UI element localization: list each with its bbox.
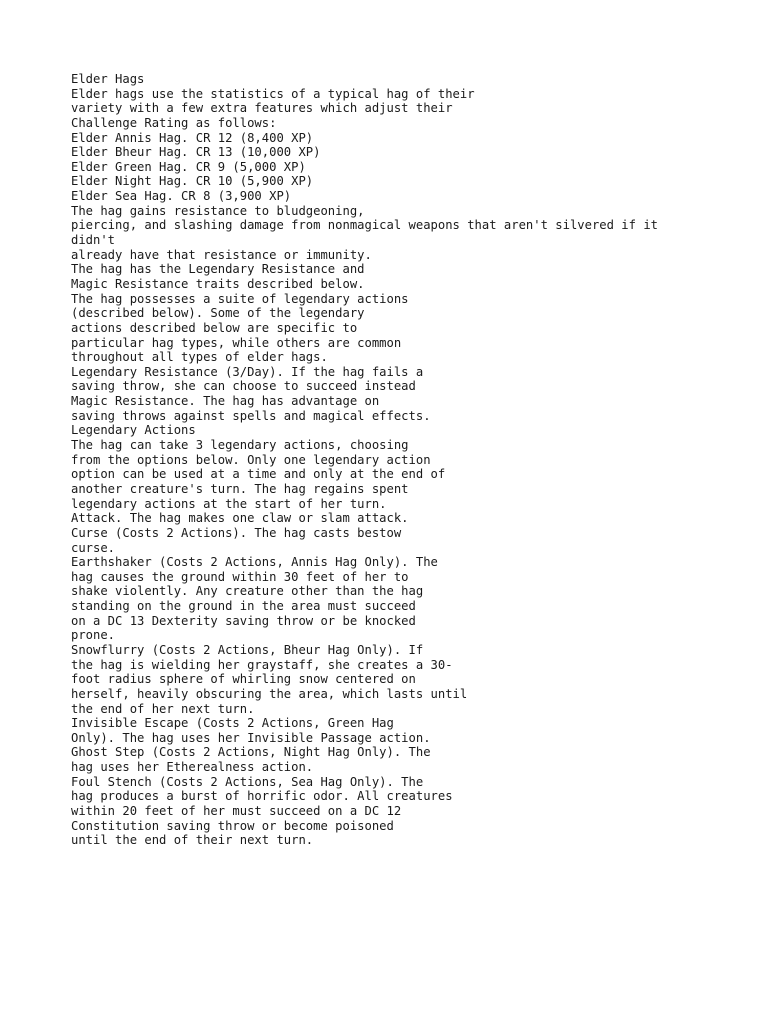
- text-line: throughout all types of elder hags.: [71, 350, 328, 365]
- text-line: option can be used at a time and only at the end of: [71, 467, 446, 482]
- text-line: Elder hags use the statistics of a typical hag of their: [71, 86, 475, 101]
- text-line: Elder Night Hag. CR 10 (5,900 XP): [71, 174, 314, 189]
- text-line: hag causes the ground within 30 feet of her to: [71, 569, 409, 584]
- text-line: Challenge Rating as follows:: [71, 115, 277, 130]
- text-line: Magic Resistance traits described below.: [71, 276, 365, 291]
- text-line: shake violently. Any creature other than the hag: [71, 584, 424, 599]
- text-line: standing on the ground in the area must succeed: [71, 599, 416, 614]
- text-line: from the options below. Only one legendary action: [71, 452, 431, 467]
- text-line: Elder Sea Hag. CR 8 (3,900 XP): [71, 189, 292, 204]
- text-line: piercing, and slashing damage from nonmagical weapons that aren't silvered if it: [71, 218, 658, 233]
- text-line: Elder Bheur Hag. CR 13 (10,000 XP): [71, 145, 321, 160]
- text-line: on a DC 13 Dexterity saving throw or be knocked: [71, 613, 416, 628]
- text-line: legendary actions at the start of her turn.: [71, 496, 387, 511]
- text-line: The hag possesses a suite of legendary actions: [71, 291, 409, 306]
- text-line: didn't: [71, 233, 116, 248]
- text-line: Curse (Costs 2 Actions). The hag casts bestow: [71, 525, 402, 540]
- text-line: curse.: [71, 540, 116, 555]
- text-line: Foul Stench (Costs 2 Actions, Sea Hag Only). The: [71, 774, 424, 789]
- text-line: prone.: [71, 628, 116, 643]
- text-line: the hag is wielding her graystaff, she creates a 30-: [71, 657, 453, 672]
- text-line: hag produces a burst of horrific odor. All creatures: [71, 789, 453, 804]
- text-line: foot radius sphere of whirling snow centered on: [71, 672, 416, 687]
- text-line: particular hag types, while others are common: [71, 335, 402, 350]
- text-line: The hag gains resistance to bludgeoning,: [71, 203, 365, 218]
- text-line: The hag can take 3 legendary actions, choosing: [71, 438, 409, 453]
- document-page: [71, 72, 751, 848]
- text-line: Legendary Resistance (3/Day). If the hag fails a: [71, 364, 424, 379]
- text-line: Constitution saving throw or become poisoned: [71, 818, 394, 833]
- text-line: Attack. The hag makes one claw or slam attack.: [71, 511, 409, 526]
- text-line: until the end of their next turn.: [71, 833, 314, 848]
- text-line: herself, heavily obscuring the area, which lasts until: [71, 686, 468, 701]
- text-line: Elder Green Hag. CR 9 (5,000 XP): [71, 159, 306, 174]
- text-line: Magic Resistance. The hag has advantage on: [71, 394, 380, 409]
- text-line: Ghost Step (Costs 2 Actions, Night Hag Only). The: [71, 745, 431, 760]
- text-line: hag uses her Etherealness action.: [71, 760, 314, 775]
- text-line: Legendary Actions: [71, 423, 196, 438]
- text-line: within 20 feet of her must succeed on a DC 12: [71, 804, 402, 819]
- text-line: another creature's turn. The hag regains spent: [71, 481, 409, 496]
- text-line: Snowflurry (Costs 2 Actions, Bheur Hag Only). If: [71, 642, 424, 657]
- text-line: actions described below are specific to: [71, 320, 358, 335]
- text-line: The hag has the Legendary Resistance and: [71, 262, 365, 277]
- text-line: Earthshaker (Costs 2 Actions, Annis Hag Only). The: [71, 555, 438, 570]
- text-line: the end of her next turn.: [71, 701, 255, 716]
- text-line: (described below). Some of the legendary: [71, 306, 365, 321]
- text-line: saving throws against spells and magical effects.: [71, 408, 431, 423]
- text-line: Elder Hags: [71, 72, 145, 86]
- text-line: Invisible Escape (Costs 2 Actions, Green Hag: [71, 716, 394, 731]
- text-line: saving throw, she can choose to succeed instead: [71, 379, 416, 394]
- text-line: Only). The hag uses her Invisible Passage action.: [71, 730, 431, 745]
- text-line: variety with a few extra features which adjust their: [71, 101, 453, 116]
- text-line: already have that resistance or immunity.: [71, 247, 372, 262]
- text-line: Elder Annis Hag. CR 12 (8,400 XP): [71, 130, 314, 145]
